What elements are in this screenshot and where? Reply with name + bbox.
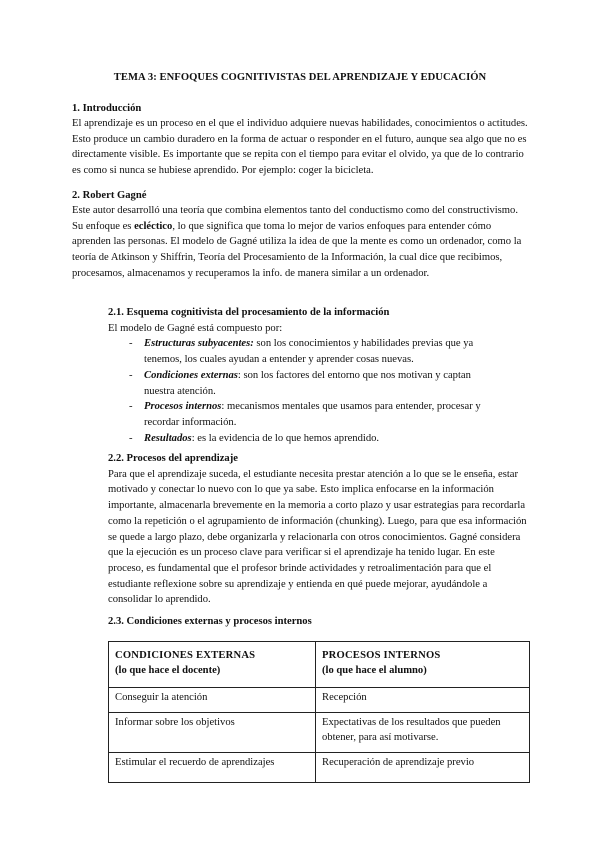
list-item: - Estructuras subyacentes: son los conocimientos y habilidades previas que ya tenemos, los cuales ayudan a entender y aprender cosas nuevas.	[129, 338, 474, 366]
gagne-text-bold: ecléctico	[134, 220, 173, 232]
intro-paragraph: El aprendizaje es un proceso en el que el individuo adquiere nuevas habilidades, conocimientos o actitudes. Esto produce un cambio duradero en la forma de actuar o responder en el futuro, aunque sea algo que no es directamente visible. Es importante que se repita con el tiempo para evitar el olvido, ya que de lo contrario es como si nunca se hubiese aprendido. Por ejemplo: coger la bicicleta.	[72, 118, 528, 177]
table-cell: Recepción	[316, 688, 530, 713]
document-title: TEMA 3: ENFOQUES COGNITIVISTAS DEL APRENDIZAJE Y EDUCACIÓN	[113, 72, 487, 83]
list-item-text: : son los factores del entorno que nos motivan y captan nuestra atención.	[144, 369, 471, 397]
table-row	[109, 688, 530, 713]
gagne-text-after: , lo que significa que toma lo mejor de varios enfoques para entender cómo aprenden las personas. El modelo de Gagné utiliza la idea de que la mente es como un ordenador, como la teoría de Atkinson y Shiffrin, Teoría del Procesamiento de la Información, la cual dice que recibimos, procesamos, almacenamos y recuperamos la info. de manera similar a un ordenador.	[72, 220, 522, 279]
table-row	[109, 753, 530, 783]
header-subtitle: (lo que hace el docente)	[115, 664, 221, 676]
list-item-term: Condiciones externas	[144, 369, 238, 381]
table-cell: Expectativas de los resultados que pueden obtener, para así motivarse.	[316, 713, 530, 753]
list-item: - Resultados: es la evidencia de lo que hemos aprendido.	[129, 432, 380, 444]
section-2-1-heading: 2.1. Esquema cognitivista del procesamiento de la información	[108, 307, 390, 318]
table-cell: Recuperación de aprendizaje previo	[316, 753, 530, 783]
list-item-text: : mecanismos mentales que usamos para entender, procesar y recordar información.	[144, 401, 481, 428]
section-2-1	[108, 305, 532, 446]
gagne-paragraph	[72, 203, 530, 282]
section-2-2-paragraph: Para que el aprendizaje suceda, el estudiante necesita prestar atención a lo que se le enseña, estar motivado y conectar lo nuevo con lo que ya sabe. Esto implica enfocarse en la información importante, almacenarla brevemente en la memoria a corto plazo y usar estrategias para recordarla como la repetición o el agrupamiento de información (chunking). Luego, para que esa información se quede a largo plazo, debe organizarla y relacionarla con otros conocimientos. Gagné considera que la ejecución es un proceso clave para verificar si el aprendizaje ha tenido lugar. En este proceso, es fundamental que el profesor brinde actividades y retroalimentación para que el estudiante reflexione sobre su aprendizaje y entienda en qué puede mejorar, ayudándole a consolidar lo aprendido.	[108, 468, 527, 606]
table-header-cell	[316, 642, 530, 688]
structure-list	[108, 336, 532, 446]
list-item-term: Estructuras subyacentes:	[144, 338, 254, 350]
list-item-term: Resultados	[144, 432, 192, 444]
list-item-term: Procesos internos	[144, 401, 222, 413]
section-2-2-heading: 2.2. Procesos del aprendizaje	[108, 453, 238, 464]
section-2-2	[108, 451, 532, 608]
section-2-1-intro: El modelo de Gagné está compuesto por:	[108, 322, 283, 334]
table-row	[109, 713, 530, 753]
table-cell: Informar sobre los objetivos	[109, 713, 316, 753]
section-2-3	[108, 614, 532, 630]
header-subtitle: (lo que hace el alumno)	[322, 664, 427, 676]
list-item-text: son los conocimientos y habilidades previas que ya tenemos, los cuales ayudan a entender y aprender cosas nuevas.	[144, 338, 474, 366]
list-item-text: : es la evidencia de lo que hemos aprendido.	[191, 432, 380, 444]
gagne-heading: 2. Robert Gagné	[72, 190, 147, 201]
table-header-row	[109, 642, 530, 688]
table-cell: Estimular el recuerdo de aprendizajes	[109, 753, 316, 783]
list-item: - Procesos internos: mecanismos mentales que usamos para entender, procesar y recordar información.	[129, 401, 481, 428]
list-item: - Condiciones externas: son los factores del entorno que nos motivan y captan nuestra atención.	[129, 369, 471, 397]
header-title: CONDICIONES EXTERNAS	[115, 650, 256, 661]
section-2-3-heading: 2.3. Condiciones externas y procesos internos	[108, 616, 312, 627]
gagne-text-before: Este autor desarrolló una teoría que combina elementos tanto del conductismo como del constructivismo. Su enfoque es	[72, 205, 518, 232]
header-title: PROCESOS INTERNOS	[322, 650, 441, 661]
table-cell: Conseguir la atención	[109, 688, 316, 713]
intro-heading: 1. Introducción	[72, 103, 142, 114]
table-header-cell	[109, 642, 316, 688]
conditions-table	[108, 641, 530, 783]
